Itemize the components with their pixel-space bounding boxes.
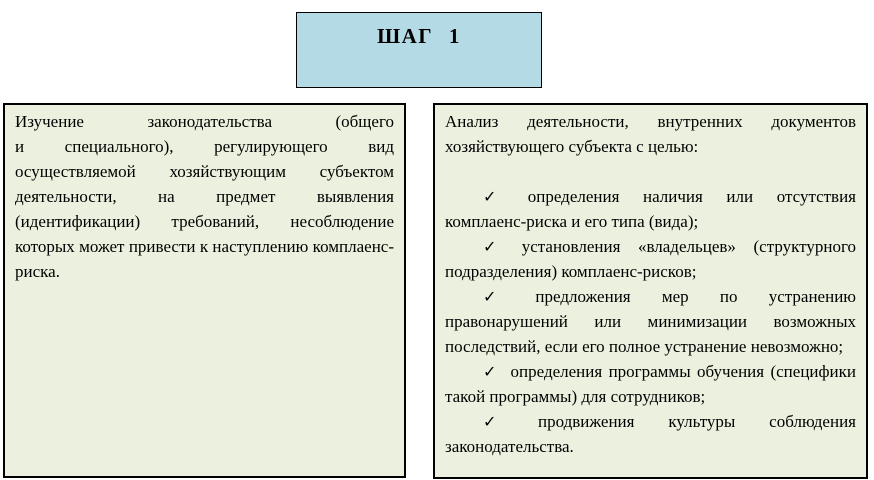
bullet-text: установления «владельцев» (структурного подразделения) комплаенс-рисков; bbox=[445, 237, 856, 281]
right-panel bbox=[433, 103, 868, 479]
bullet-text: определения наличия или отсутствия комплаенс-риска и его типа (вида); bbox=[445, 187, 856, 231]
checkmark-icon: ✓ bbox=[483, 187, 516, 206]
right-panel-intro: Анализ деятельности, внутренних документов хозяйствующего субъекта с целью: bbox=[445, 112, 856, 156]
bullet-text: предложения мер по устранению правонарушений или минимизации возможных последствий, если его полное устранение невозможно; bbox=[445, 287, 856, 356]
left-panel-text: Изучение законодательства (общего и специального), регулирующего вид осуществляемой хозяйствующим субъектом деятельности, на предмет выявления (идентификации) требований, несоблюдение которых может привести к наступлению комплаенс-риска. bbox=[15, 112, 394, 281]
bullet-item bbox=[445, 409, 856, 459]
checkmark-icon: ✓ bbox=[483, 412, 527, 431]
step-1-label: ШАГ 1 bbox=[377, 24, 461, 48]
step-1-box bbox=[296, 12, 542, 88]
bullet-text: продвижения культуры соблюдения законодательства. bbox=[445, 412, 856, 456]
bullet-item bbox=[445, 284, 856, 359]
bullet-text: определения программы обучения (специфики такой программы) для сотрудников; bbox=[445, 362, 856, 406]
left-panel bbox=[3, 103, 406, 478]
checkmark-icon: ✓ bbox=[483, 362, 499, 381]
checkmark-icon: ✓ bbox=[483, 237, 510, 256]
bullet-item bbox=[445, 359, 856, 409]
checkmark-icon: ✓ bbox=[483, 287, 524, 306]
bullet-item bbox=[445, 184, 856, 234]
bullet-item bbox=[445, 234, 856, 284]
